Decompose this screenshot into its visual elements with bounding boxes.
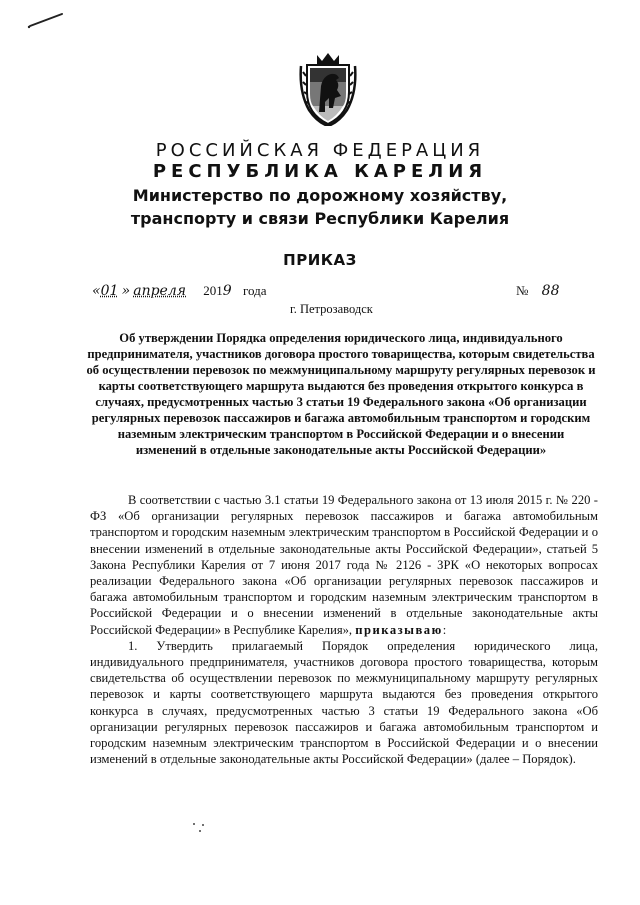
order-heading: ПРИКАЗ — [283, 251, 357, 269]
date-year-digit: 9 — [222, 283, 232, 299]
body-paragraph-1-end: : — [442, 622, 447, 637]
header-country: РОССИЙСКАЯ ФЕДЕРАЦИЯ — [155, 140, 485, 161]
date-close-quote: » — [121, 283, 131, 299]
header-ministry-line1: Министерство по дорожному хозяйству, — [132, 186, 508, 205]
karelia-coat-of-arms-icon — [299, 52, 357, 126]
body-paragraph-2: 1. Утвердить прилагаемый Порядок определения юридического лица, индивидуального предпринимателя, участников договора простого товарищества, которым свидетельства об осуществлении перевозок по межмуниципальному маршруту регулярных перевозок и карты соответствующего маршрута выдаются без проведения открытого конкурса в случаях, предусмотренных частью 3 статьи 19 Федерального закона «Об организации регулярных перевозок пассажиров и багажа автомобильным транспортом и городским наземным электрическим транспортом в Российской Федерации и о внесении изменений в отдельные законодательные акты Российской Федерации» (далее – Порядок). — [90, 638, 598, 767]
date-year-prefix: 201 — [203, 283, 223, 298]
scan-mark — [26, 10, 66, 30]
order-title: Об утверждении Порядка определения юридического лица, индивидуального предпринимателя, участников договора простого товарищества, которым свидетельства об осуществлении перевозок по межмуниципальному маршруту регулярных перевозок и карты соответствующего маршрута выдаются без проведения открытого конкурса в случаях, предусмотренных частью 3 статьи 19 Федерального закона «Об организации регулярных перевозок пассажиров и багажа автомобильным транспортом и городским наземным электрическим транспортом в Российской Федерации и о внесении изменений в отдельные законодательные акты Российской Федерации» — [86, 331, 596, 457]
date-open-quote: « — [92, 283, 101, 299]
date-month: апреля — [133, 283, 187, 299]
header-ministry-line2: транспорту и связи Республики Карелия — [130, 209, 510, 228]
header-republic: РЕСПУБЛИКА КАРЕЛИЯ — [152, 161, 488, 182]
order-number — [516, 283, 559, 299]
order-city: г. Петрозаводск — [290, 302, 373, 316]
number-sign: № — [516, 283, 529, 298]
order-body — [90, 492, 598, 767]
date-year-suffix: года — [242, 283, 267, 298]
order-date — [92, 283, 266, 299]
number-value: 88 — [541, 283, 560, 299]
body-paragraph-1-text: В соответствии с частью 3.1 статьи 19 Федерального закона от 13 июля 2015 г. № 220 - ФЗ «Об организации регулярных перевозок пассажиров и багажа автомобильным транспортом и городским наземным электрическим транспортом в Российской Федерации и о внесении изменений в отдельные законодательные акты Российской Федерации», статьей 5 Закона Республики Карелия от 7 июня 2017 года № 2126 - ЗРК «О некоторых вопросах реализации Федерального закона «Об организации регулярных перевозок пассажиров и багажа автомобильным транспортом и городским наземным электрическим транспортом в Российской Федерации и о внесении изменений в отдельные законодательные акты Российской Федерации» в Республике Карелия», — [90, 493, 598, 637]
body-paragraph-1 — [90, 492, 598, 638]
scan-dots — [190, 820, 214, 834]
date-day: 01 — [100, 283, 119, 299]
order-directive: приказываю — [355, 622, 443, 637]
